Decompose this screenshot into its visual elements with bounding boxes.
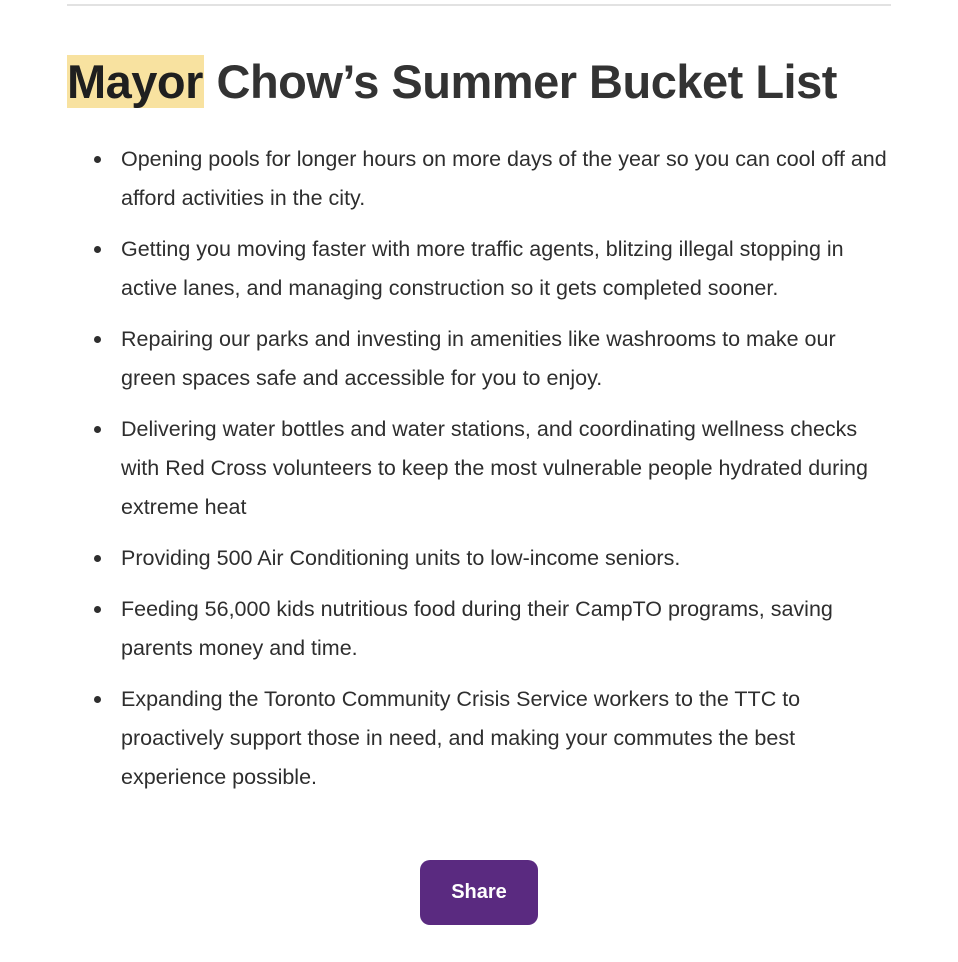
list-item-text: Expanding the Toronto Community Crisis Service workers to the TTC to proactively support those in need, and making your commutes the best experience possible. xyxy=(121,687,801,789)
share-button[interactable]: Share xyxy=(420,860,538,925)
list-item-text: Providing 500 Air Conditioning units to low-income seniors. xyxy=(121,546,681,570)
list-item xyxy=(121,320,891,398)
bucket-list xyxy=(121,140,891,809)
bullet-icon xyxy=(94,555,101,562)
list-item xyxy=(121,140,891,218)
page-title xyxy=(67,52,837,112)
list-item xyxy=(121,680,891,797)
title-highlight: Mayor xyxy=(67,55,203,108)
bullet-icon xyxy=(94,336,101,343)
list-item xyxy=(121,410,891,527)
list-item-text: Feeding 56,000 kids nutritious food during their CampTO programs, saving parents money and time. xyxy=(121,597,833,660)
list-item-text: Opening pools for longer hours on more days of the year so you can cool off and afford activities in the city. xyxy=(121,147,887,210)
bullet-icon xyxy=(94,696,101,703)
list-item-text: Repairing our parks and investing in amenities like washrooms to make our green spaces safe and accessible for you to enjoy. xyxy=(121,327,836,390)
bullet-icon xyxy=(94,426,101,433)
list-item-text: Getting you moving faster with more traffic agents, blitzing illegal stopping in active lanes, and managing construction so it gets completed sooner. xyxy=(121,237,844,300)
bullet-icon xyxy=(94,156,101,163)
bullet-icon xyxy=(94,606,101,613)
title-rest: Chow’s Summer Bucket List xyxy=(203,55,837,108)
top-divider xyxy=(67,4,891,6)
bullet-icon xyxy=(94,246,101,253)
list-item-text: Delivering water bottles and water stations, and coordinating wellness checks with Red Cross volunteers to keep the most vulnerable people hydrated during extreme heat xyxy=(121,417,868,519)
list-item xyxy=(121,590,891,668)
list-item xyxy=(121,230,891,308)
list-item xyxy=(121,539,891,578)
